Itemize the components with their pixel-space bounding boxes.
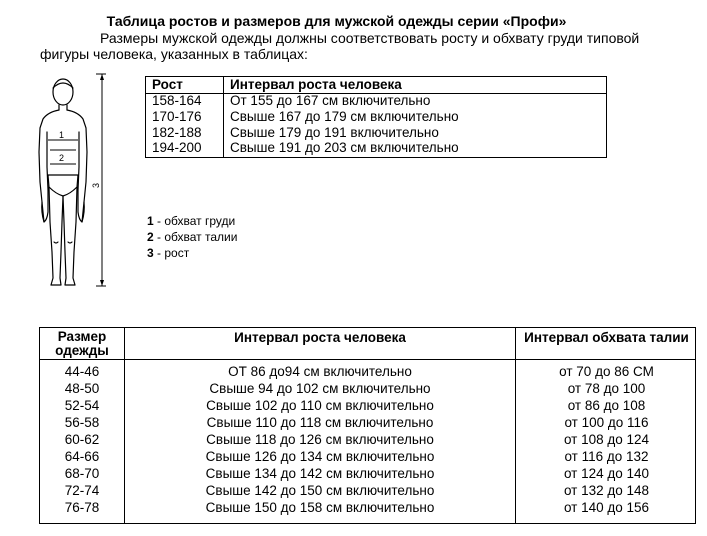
table-row — [40, 482, 695, 499]
size-cell: 76-78 — [64, 500, 100, 515]
size-cell: 52-54 — [64, 398, 100, 413]
height-interval-cell: Свыше 142 до 150 см включительно — [205, 483, 435, 498]
measure-label-3: 3 — [91, 182, 101, 188]
height-interval-cell: ОТ 86 до94 см включительно — [228, 364, 412, 379]
waist-interval-cell: от 70 до 86 СМ — [559, 364, 654, 379]
size-cell: 56-58 — [64, 415, 100, 430]
waist-interval-cell: от 86 до 108 — [567, 398, 646, 413]
measure-label-1: 1 — [59, 130, 65, 140]
table-row: 182-188 Свыше 179 до 191 включительно — [152, 125, 439, 140]
size-cell: 48-50 — [64, 381, 100, 396]
size-cell: 64-66 — [64, 449, 100, 464]
legend-item: 1 - обхват груди — [147, 214, 236, 228]
waist-interval-cell: от 78 до 100 — [567, 381, 646, 396]
table-row — [40, 448, 695, 465]
height-interval-cell: Свыше 150 до 158 см включительно — [205, 500, 435, 515]
height-interval-cell: Свыше 118 до 126 см включительно — [206, 432, 434, 447]
table-row — [40, 465, 695, 482]
height-table — [145, 76, 607, 158]
size-table — [39, 327, 696, 524]
height-table-header: Рост Интервал роста человека — [146, 77, 606, 94]
waist-interval-cell: от 100 до 116 — [564, 415, 649, 430]
human-figure-diagram — [30, 72, 110, 294]
measure-label-2: 2 — [59, 153, 65, 163]
size-table-header-waist: Интервал обхвата талии — [524, 330, 689, 345]
intro-line-1: Размеры мужской одежды должны соответствовать росту и обхвату груди типовой — [100, 30, 640, 46]
intro-text — [40, 30, 670, 62]
height-interval-cell: Свыше 94 до 102 см включительно — [209, 381, 431, 396]
table-row: 194-200 Свыше 191 до 203 см включительно — [152, 140, 459, 155]
table-row — [40, 397, 695, 414]
legend-item: 3 - рост — [147, 246, 190, 260]
table-row: 158-164 От 155 до 167 см включительно — [152, 93, 431, 108]
intro-line-2: фигуры человека, указанных в таблицах: — [40, 46, 308, 62]
measurement-legend — [147, 213, 237, 261]
height-interval-cell: Свыше 102 до 110 см включительно — [206, 398, 434, 413]
size-cell: 68-70 — [64, 466, 100, 481]
waist-interval-cell: от 108 до 124 — [563, 432, 650, 447]
table-row — [40, 499, 695, 516]
page-title: Таблица ростов и размеров для мужской одежды серии «Профи» — [106, 13, 567, 29]
waist-interval-cell: от 116 до 132 — [564, 449, 649, 464]
height-interval-cell: Свыше 134 до 142 см включительно — [205, 466, 435, 481]
height-interval-cell: Свыше 126 до 134 см включительно — [205, 449, 435, 464]
table-row — [40, 431, 695, 448]
size-table-header-size: Размер одежды — [55, 329, 109, 358]
legend-item: 2 - обхват талии — [147, 230, 238, 244]
waist-interval-cell: от 140 до 156 — [563, 500, 650, 515]
table-row — [40, 363, 695, 380]
table-row — [40, 380, 695, 397]
waist-interval-cell: от 124 до 140 — [563, 466, 650, 481]
height-interval-cell: Свыше 110 до 118 см включительно — [206, 415, 434, 430]
waist-interval-cell: от 132 до 148 — [563, 483, 650, 498]
size-cell: 72-74 — [64, 483, 100, 498]
size-cell: 44-46 — [64, 364, 100, 379]
table-row — [40, 414, 695, 431]
size-table-header-height: Интервал роста человека — [234, 330, 406, 345]
table-row: 170-176 Свыше 167 до 179 см включительно — [152, 109, 459, 124]
size-cell: 60-62 — [64, 432, 100, 447]
